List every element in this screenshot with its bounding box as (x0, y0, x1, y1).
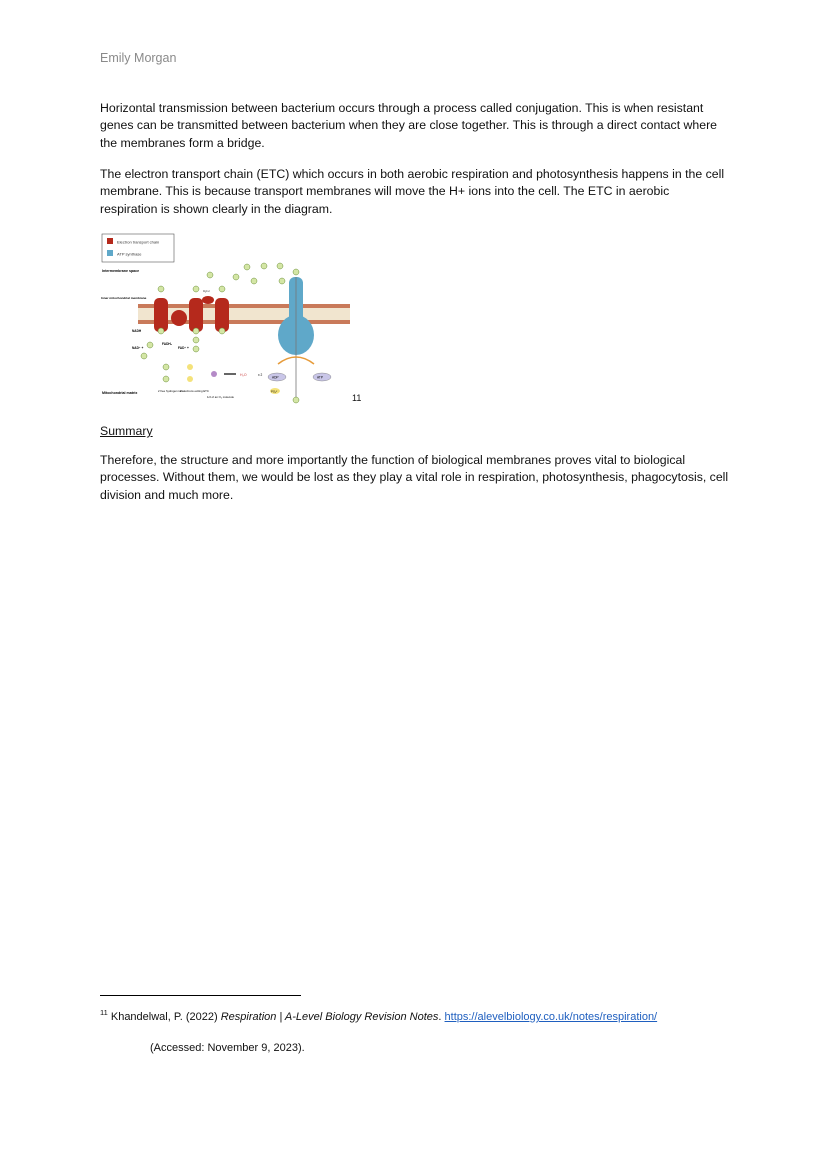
label-cytc: Cyt c (203, 289, 210, 293)
footnote-link[interactable]: https://alevelbiology.co.uk/notes/respiration/ (444, 1011, 658, 1023)
label-phosphate: PO₄³⁻ (271, 389, 279, 394)
summary-heading: Summary (100, 424, 153, 438)
paragraph-conjugation: Horizontal transmission between bacterium occurs through a process called conjugation. This is when resistant genes can be transmitted between bacterium when they are close together. This is through a direct contact where the membranes form a bridge. (100, 101, 718, 150)
label-oxygen: 1/2 of an O₂ molecule (207, 395, 234, 399)
footnote-number: 11 (100, 1008, 108, 1017)
membrane-inner-heads (138, 320, 350, 324)
etc-complex-3 (189, 298, 203, 332)
label-nad: NAD⁺ + (132, 346, 144, 350)
electron-icon (187, 364, 193, 370)
footnote-period: . (438, 1011, 445, 1023)
membrane-outer-heads (138, 304, 350, 308)
label-adp: ADP (272, 375, 279, 380)
etc-complex-2 (171, 310, 187, 326)
label-h-ions: 2 free hydrogen ions (158, 389, 184, 393)
footnote-accessed: (Accessed: November 9, 2023). (150, 1042, 305, 1054)
label-fad: FAD⁺ + (178, 346, 189, 350)
footnote (100, 1005, 657, 1025)
oxygen-icon (211, 371, 217, 377)
electron-icon (187, 376, 193, 382)
label-electrons: 2 electrons exiting ETC (180, 389, 209, 393)
label-h2o: H₂O (240, 373, 247, 377)
footnote-title: Respiration | A-Level Biology Revision Notes (220, 1011, 439, 1023)
footnote-separator (100, 995, 301, 996)
label-intermembrane: Intermembrane space (102, 269, 140, 273)
legend-etc: Electron transport chain (117, 239, 160, 245)
legend-swatch-atp (107, 250, 113, 256)
cytochrome-c (202, 296, 214, 304)
etc-complex-1 (154, 298, 168, 332)
summary-paragraph: Therefore, the structure and more importantly the function of biological membranes proves vital to biological processes. Without them, we would be lost as they play a vital role in respiration, photosynthesis, phagocytosis, cell division and much more. (100, 453, 729, 502)
hydrogen-ions (141, 263, 299, 403)
label-fadh2: FADH₂ (162, 342, 173, 346)
paragraph-etc: The electron transport chain (ETC) which occurs in both aerobic respiration and photosynthesis happens in the cell membrane. This is because transport membranes will move the H+ ions into the cell. The ETC in aerobic respiration is shown clearly in the diagram. (100, 167, 725, 216)
label-atp: ATP (317, 375, 323, 380)
label-x2: x 2 (258, 373, 263, 377)
footnote-author: Khandelwal, P. (2022) (110, 1011, 221, 1023)
legend-atp: ATP synthase (117, 251, 142, 257)
label-matrix: Mitochondrial matrix (102, 391, 138, 395)
label-nadh: NADH (132, 329, 142, 333)
etc-complex-4 (215, 298, 229, 332)
etc-diagram (100, 232, 370, 407)
legend-swatch-etc (107, 238, 113, 244)
page-header-author: Emily Morgan (100, 51, 177, 65)
footnote-reference: 11 (352, 393, 362, 403)
label-inner-membrane: Inner mitochondrial membrane (101, 296, 147, 300)
